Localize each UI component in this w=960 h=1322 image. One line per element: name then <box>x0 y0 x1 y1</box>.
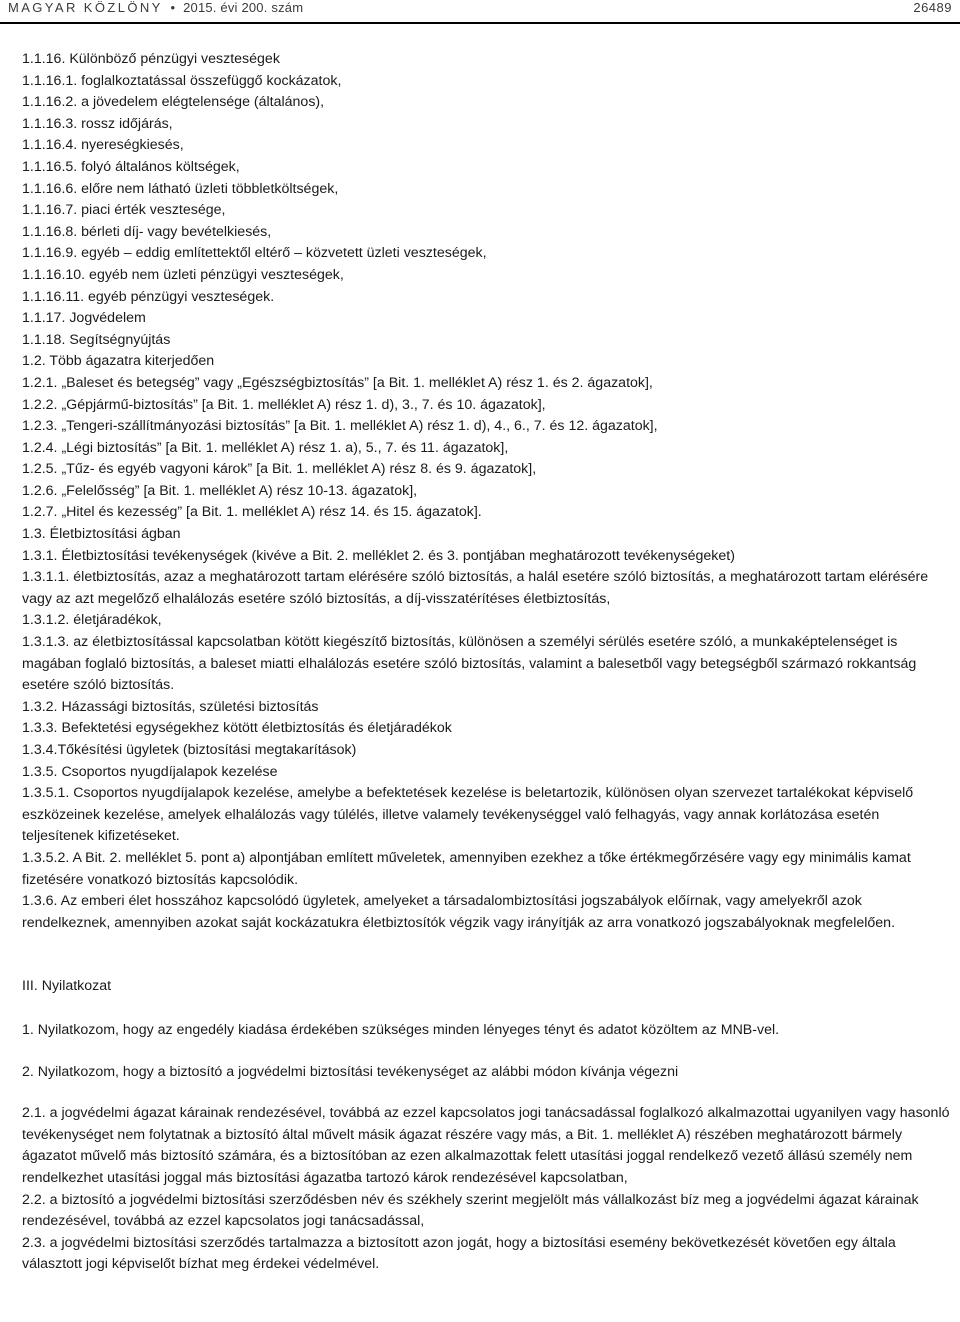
list-item: 1.1.16.1. foglalkoztatással összefüggő kockázatok, <box>22 72 342 89</box>
list-item: 1.3.1. Életbiztosítási tevékenységek (kivéve a Bit. 2. melléklet 2. és 3. pontjában meghatározott tevékenységeket) <box>22 547 735 564</box>
spacer <box>22 1042 950 1062</box>
paragraph: 1.3.1.3. az életbiztosítással kapcsolatban kötött kiegészítő biztosítás, különösen a személyi sérülés esetére szóló, a munkaképtelenséget is magában foglaló biztosítás, a baleset miatti elhalálozás esetére szóló biztosítás, valamint a balesetből vagy betegségből származó rokkantság esetére szóló biztosítás. <box>22 634 917 694</box>
list-item: 1.3. Életbiztosítási ágban <box>22 526 181 543</box>
spacer <box>22 934 950 976</box>
list-item: 1.1.16.4. nyereségkiesés, <box>22 137 184 154</box>
page-number: 26489 <box>913 0 952 15</box>
spacer <box>22 1083 950 1103</box>
list-item: 1.2.6. „Felelősség” [a Bit. 1. melléklet A) rész 10-13. ágazatok], <box>22 482 418 499</box>
list-item: 1.1.17. Jogvédelem <box>22 310 146 327</box>
list-item: 1.2.4. „Légi biztosítás” [a Bit. 1. melléklet A) rész 1. a), 5., 7. és 11. ágazatok], <box>22 439 509 456</box>
list-item: 1.1.16.9. egyéb – eddig említettektől eltérő – közvetett üzleti veszteségek, <box>22 245 487 262</box>
statement: 2.3. a jogvédelmi biztosítási szerződés tartalmazza a biztosított azon jogát, hogy a biztosítási esemény bekövetkezését követően egy általa választott jogi képviselőt bízhat meg érdekei védelmével. <box>22 1234 896 1273</box>
section-heading: III. Nyilatkozat <box>22 978 112 995</box>
list-item: 1.1.16. Különböző pénzügyi veszteségek <box>22 51 280 67</box>
journal-title: MAGYAR KÖZLÖNY <box>8 0 163 15</box>
list-item: 1.2.5. „Tűz- és egyéb vagyoni károk” [a Bit. 1. melléklet A) rész 8. és 9. ágazatok], <box>22 461 537 478</box>
bullet-separator: • <box>170 0 176 15</box>
paragraph: 1.3.3. Befektetési egységekhez kötött életbiztosítás és életjáradékok <box>22 720 452 737</box>
paragraph: 1.3.1.1. életbiztosítás, azaz a meghatározott tartam elérésére szóló biztosítás, a halál esetére szóló biztosítás, a meghatározott tartam elérésére vagy az azt megelőző elhalálozás esetére szóló biztosítás, a díj-visszatérítéses életbiztosítás, <box>22 569 929 607</box>
statement: 2.2. a biztosító a jogvédelmi biztosítási szerződésben név és székhely szerint megjelölt más vállalkozást bíz meg a jogvédelmi ágazat kárainak rendezésével, továbbá az ezzel kapcsolatos jogi tanácsadással, <box>22 1191 919 1230</box>
paragraph: 1.3.1.2. életjáradékok, <box>22 612 162 629</box>
statement: 2. Nyilatkozom, hogy a biztosító a jogvédelmi biztosítási tevékenységet az alábbi módon kívánja végezni <box>22 1063 679 1080</box>
paragraph: 1.3.5. Csoportos nyugdíjalapok kezelése <box>22 763 278 780</box>
list-item: 1.1.16.3. rossz időjárás, <box>22 115 173 132</box>
list-item: 1.1.16.8. bérleti díj- vagy bevételkiesés, <box>22 223 272 240</box>
document-body <box>22 49 950 1276</box>
list-item: 1.1.18. Segítségnyújtás <box>22 331 171 348</box>
page-header <box>0 0 960 22</box>
list-item: 1.2.2. „Gépjármű-biztosítás” [a Bit. 1. melléklet A) rész 1. d), 3., 7. és 10. ágazatok], <box>22 396 546 413</box>
list-item: 1.1.16.6. előre nem látható üzleti többletköltségek, <box>22 180 339 197</box>
list-item: 1.2.7. „Hitel és kezesség” [a Bit. 1. melléklet A) rész 14. és 15. ágazatok]. <box>22 504 482 521</box>
issue-label: 2015. évi 200. szám <box>183 0 304 15</box>
statement: 2.1. a jogvédelmi ágazat kárainak rendezésével, továbbá az ezzel kapcsolatos jogi tanácsadással foglalkozó alkalmazottai ugyanilyen vagy hasonló tevékenységet nem folytatnak a biztosító által művelt másik ágazat részére vagy más, a Bit. 1. melléklet A) részében meghatározott bármely ágazatot művelő más biztosító számára, és a biztosítóban az ezen alkalmazottak felett utasítási joggal rendelkező vezető állású személy nem rendelkezhet utasítási joggal más biztosítási ágazatba tartozó károk rendezésével kapcsolatban, <box>22 1105 950 1186</box>
list-item: 1.2.3. „Tengeri-szállítmányozási biztosítás” [a Bit. 1. melléklet A) rész 1. d), 4., 6., 7. és 12. ágazatok], <box>22 418 658 435</box>
list-item: 1.1.16.11. egyéb pénzügyi veszteségek. <box>22 288 275 305</box>
running-head <box>8 0 303 15</box>
list-item: 1.1.16.5. folyó általános költségek, <box>22 158 240 175</box>
list-item: 1.2.1. „Baleset és betegség” vagy „Egészségbiztosítás” [a Bit. 1. melléklet A) rész 1. és 2. ágazatok], <box>22 374 653 391</box>
paragraph: 1.3.5.2. A Bit. 2. melléklet 5. pont a) alpontjában említett műveletek, amennyiben ezekhez a tőke értékmegőrzésére vagy egy minimális kamat fizetésére vonatkozó biztosítás kapcsolódik. <box>22 849 911 888</box>
spacer <box>22 998 950 1020</box>
list-item: 1.1.16.10. egyéb nem üzleti pénzügyi veszteségek, <box>22 266 344 283</box>
paragraph: 1.3.2. Házassági biztosítás, születési biztosítás <box>22 698 319 715</box>
header-rule <box>0 22 960 24</box>
paragraph: 1.3.4.Tőkésítési ügyletek (biztosítási megtakarítások) <box>22 742 357 758</box>
list-item: 1.1.16.7. piaci érték vesztesége, <box>22 202 226 219</box>
statement: 1. Nyilatkozom, hogy az engedély kiadása érdekében szükséges minden lényeges tényt és adatot közöltem az MNB-vel. <box>22 1021 780 1038</box>
paragraph: 1.3.6. Az emberi élet hosszához kapcsolódó ügyletek, amelyeket a társadalombiztosítási jogszabályok előírnak, vagy amelyekről azok rendelkeznek, amennyiben azokat saját kockázatukra életbiztosítók végzik vagy irányítják az arra vonatkozó jogszabályoknak megfelelően. <box>22 893 896 931</box>
list-item: 1.2. Több ágazatra kiterjedően <box>22 353 215 370</box>
list-item: 1.1.16.2. a jövedelem elégtelensége (általános), <box>22 94 325 111</box>
paragraph: 1.3.5.1. Csoportos nyugdíjalapok kezelése, amelybe a befektetések kezelése is beletartozik, különösen olyan szervezet tartalékokat képviselő eszközeinek kezelése, amelyek elhalálozás vagy túlélés, illetve valamely tevékenységgel való felhagyás, vagy annak korlátozása esetén teljesítenek kifizetéseket. <box>22 785 914 845</box>
